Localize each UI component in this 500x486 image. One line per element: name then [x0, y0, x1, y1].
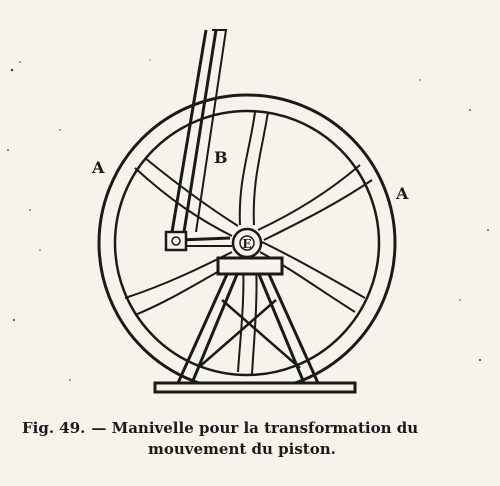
- paper-speckles: [7, 59, 489, 380]
- stand-base: [155, 383, 355, 392]
- hub-label: E: [242, 237, 252, 251]
- caption-line-1: [22, 418, 418, 439]
- figure-number: Fig. 49.: [22, 419, 86, 437]
- hub: [233, 229, 261, 257]
- caption-text-1: — Manivelle pour la transformation du: [91, 419, 419, 437]
- arm-label: B: [214, 148, 228, 167]
- wheel-label-right: A: [396, 184, 409, 203]
- crank-mechanism: [166, 30, 232, 250]
- bearing-block: [218, 258, 282, 274]
- connecting-rod: [180, 238, 230, 240]
- wheel-label-left: A: [92, 158, 105, 177]
- caption-line-2: mouvement du piston.: [148, 440, 336, 458]
